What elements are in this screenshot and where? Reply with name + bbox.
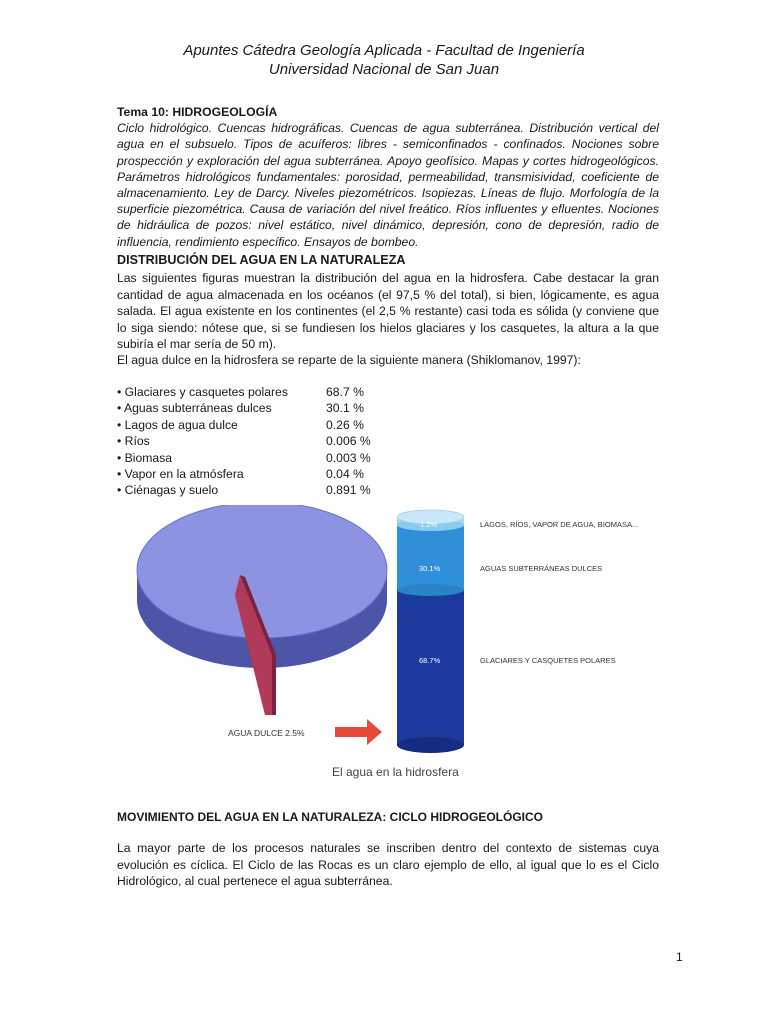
section-heading-cycle: MOVIMIENTO DEL AGUA EN LA NATURALEZA: CICLO HIDROGEOLÓGICO: [117, 810, 543, 824]
topic-title: Tema 10: HIDROGEOLOGÍA: [117, 105, 278, 119]
cylinder-category-label: LAGOS, RÍOS, VAPOR DE AGUA, BIOMASA...: [480, 520, 639, 529]
list-item-value: 0.006 %: [326, 434, 371, 449]
list-item-name: • Ríos: [117, 434, 150, 449]
list-item: [117, 400, 371, 416]
topic-block: [117, 104, 659, 250]
list-item: [117, 433, 371, 449]
cylinder-segment-glaciers: [397, 590, 464, 745]
cylinder-segment-groundwater: [397, 525, 464, 590]
paragraph-distribution: Las siguientes figuras muestran la distribución del agua en la hidrosfera. Cabe destacar la gran cantidad de agua almacenada en los océanos (el 97,5 % del total), si bien, lógicamente, es agua salada. El agua existente en los continentes (el 2,5 % restante) casi toda es sólida (y conviene que lo siga siendo: nótese que, si se fundiesen los hielos glaciares y los casquetes, la altura a la que subiría el mar sería de 50 m).: [117, 271, 659, 352]
list-item-value: 68.7 %: [326, 385, 364, 399]
page-header: [0, 41, 768, 79]
freshwater-list: [117, 384, 371, 499]
list-item-name: • Biomasa: [117, 450, 173, 465]
paragraph-cycle: La mayor parte de los procesos naturales se inscriben dentro del contexto de sistemas cuya evolución es cíclica. El Ciclo de las Rocas es un claro ejemplo de ello, al igual que lo es el Ciclo Hidrológico, al cual pertenece el agua subterránea.: [117, 841, 659, 889]
list-item-name: • Ciénagas y suelo: [117, 483, 219, 498]
cylinder-divider-1: [397, 584, 464, 596]
cylinder-category-label: AGUAS SUBTERRÁNEAS DULCES: [480, 564, 603, 573]
cylinder-value-label: 30.1%: [419, 564, 441, 573]
cylinder-value-label: 68.7%: [419, 656, 441, 665]
list-item: [117, 466, 371, 482]
list-item-name: • Glaciares y casquetes polares: [117, 385, 288, 399]
topic-summary: Ciclo hidrológico. Cuencas hidrográficas. Cuencas de agua subterránea. Distribución vertical del agua en el subsuelo. Tipos de acuíferos: libres - semiconfinados - confinados. Nociones sobre prospección y exploración del agua subterránea. Apoyo geofísico. Mapas y cortes hidrogeológicos. Parámetros hidrológicos fundamentales: porosidad, permeabilidad, transmisividad, coeficiente de almacenamiento. Ley de Darcy. Niveles piezométricos. Isopiezas. Líneas de flujo. Morfología de la superficie piezométrica. Causa de variación del nivel freático. Ríos influentes y efluentes. Nociones de hidráulica de pozos: nivel estático, nivel dinámico, depresión, cono de depresión, radio de influencia, rendimiento específico. Ensayos de bombeo.: [117, 121, 659, 249]
list-item-value: 0.891 %: [326, 483, 371, 498]
pie-label: AGUA DULCE 2.5%: [228, 728, 305, 738]
arrow-icon: [335, 719, 382, 745]
list-item: [117, 482, 371, 498]
header-line-2: Universidad Nacional de San Juan: [268, 61, 500, 78]
header-line-1: Apuntes Cátedra Geología Aplicada - Facultad de Ingeniería: [183, 42, 585, 59]
figure-caption: El agua en la hidrosfera: [332, 765, 459, 779]
cylinder-bottom: [397, 737, 464, 753]
paragraph-freshwater-intro: El agua dulce en la hidrosfera se reparte de la siguiente manera (Shiklomanov, 1997):: [117, 353, 581, 367]
cylinder-value-label: 1.2%: [420, 520, 438, 529]
list-item: [117, 450, 371, 466]
list-item-value: 0.003 %: [326, 450, 371, 465]
list-item-value: 0.04 %: [326, 467, 364, 482]
list-item: [117, 384, 371, 400]
pie-slice-saltwater: [137, 505, 387, 638]
list-item-value: 30.1 %: [326, 401, 364, 416]
list-item-name: • Aguas subterráneas dulces: [117, 401, 272, 416]
page-number: 1: [676, 950, 683, 964]
hydrosphere-figure: [110, 505, 670, 795]
cylinder-category-label: GLACIARES Y CASQUETES POLARES: [480, 656, 616, 665]
list-item-value: 0.26 %: [326, 417, 364, 432]
list-item-name: • Vapor en la atmósfera: [117, 467, 244, 482]
list-item: [117, 417, 371, 433]
section-heading-distribution: DISTRIBUCIÓN DEL AGUA EN LA NATURALEZA: [117, 253, 406, 267]
list-item-name: • Lagos de agua dulce: [117, 417, 238, 432]
